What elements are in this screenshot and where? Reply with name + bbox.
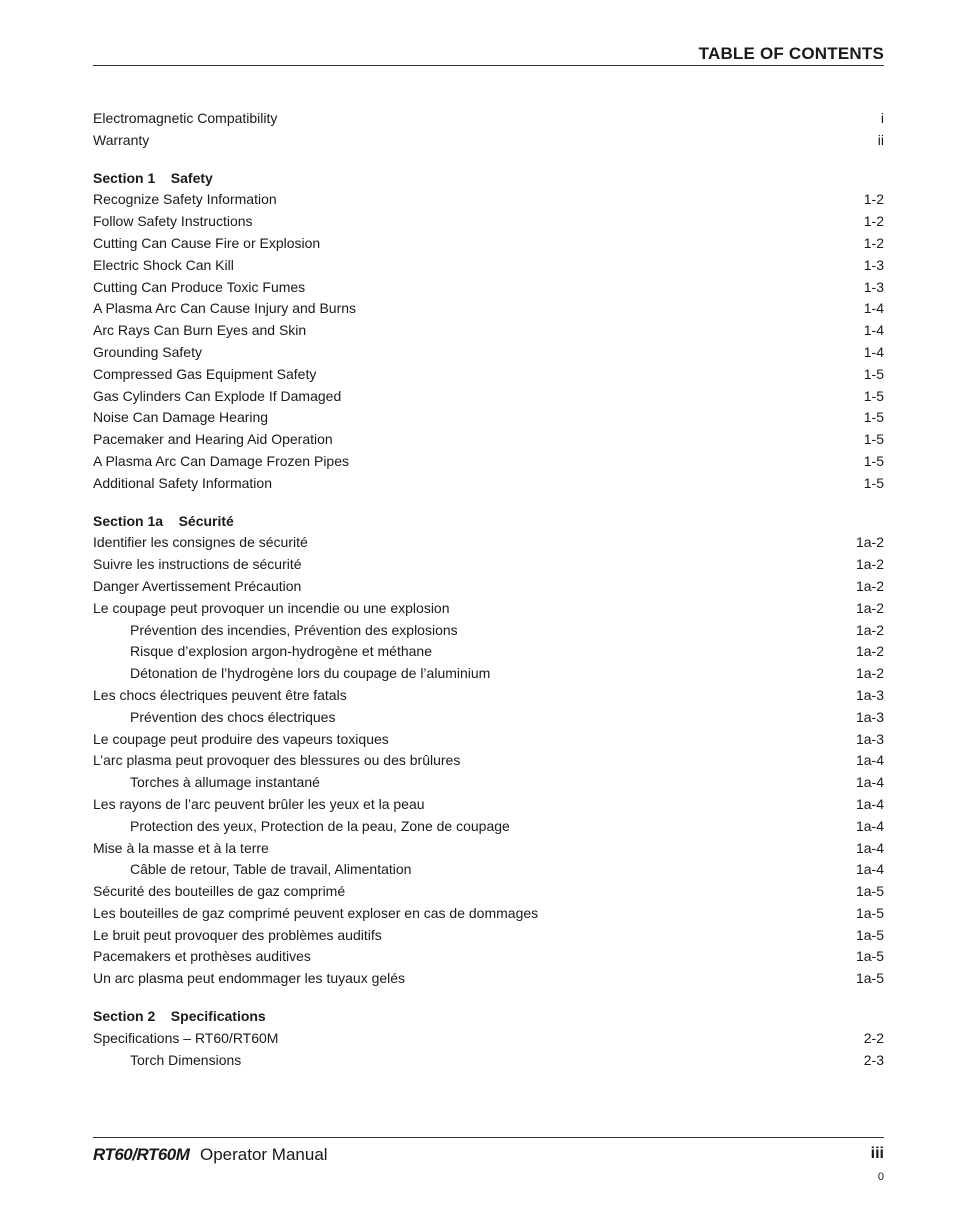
toc-entry-label: Recognize Safety Information xyxy=(93,191,277,208)
footer-page-number: iii xyxy=(870,1145,884,1162)
toc-entry-label: Risque d’explosion argon-hydrogène et méthane xyxy=(130,643,432,660)
toc-entry-page: 1-5 xyxy=(863,409,884,426)
toc-entry[interactable] xyxy=(93,211,884,233)
toc-entry-label: A Plasma Arc Can Damage Frozen Pipes xyxy=(93,452,350,469)
toc-entry[interactable] xyxy=(93,598,884,620)
toc-entry-page: 1-4 xyxy=(863,322,884,339)
toc-entry[interactable] xyxy=(93,794,884,816)
toc-entry-label: Gas Cylinders Can Explode If Damaged xyxy=(93,387,342,404)
toc-entry-page: 1a-4 xyxy=(855,774,884,791)
toc-entry-page: 1a-2 xyxy=(855,665,884,682)
toc-entry[interactable] xyxy=(93,1028,884,1050)
toc-entry-page: 1-4 xyxy=(863,343,884,360)
toc-entry[interactable] xyxy=(93,364,884,386)
toc-entry[interactable] xyxy=(93,729,884,751)
toc-entry-page: 1a-2 xyxy=(855,534,884,551)
toc-entry-label: L’arc plasma peut provoquer des blessures ou des brûlures xyxy=(93,752,461,769)
toc-entry[interactable] xyxy=(93,108,884,130)
toc-entry-label: Additional Safety Information xyxy=(93,474,272,491)
toc-entry[interactable] xyxy=(93,772,884,794)
toc-entry-label: Les bouteilles de gaz comprimé peuvent exploser en cas de dommages xyxy=(93,904,539,921)
toc-entry-label: Pacemakers et prothèses auditives xyxy=(93,948,311,965)
toc-entry[interactable] xyxy=(93,277,884,299)
toc-entry[interactable] xyxy=(93,386,884,408)
toc-entry-page: 1a-3 xyxy=(855,708,884,725)
toc-entry-page: 1a-5 xyxy=(855,883,884,900)
toc-entry[interactable] xyxy=(93,641,884,663)
toc-entry[interactable] xyxy=(93,320,884,342)
toc-entry-label: Follow Safety Instructions xyxy=(93,213,253,230)
toc-entry[interactable] xyxy=(93,925,884,947)
toc-entry-label: Cutting Can Cause Fire or Explosion xyxy=(93,234,321,251)
toc-entry[interactable] xyxy=(93,663,884,685)
toc-entry-page: 1a-3 xyxy=(855,686,884,703)
toc-entry[interactable] xyxy=(93,554,884,576)
toc-entry-label: Mise à la masse et à la terre xyxy=(93,839,269,856)
toc-entry[interactable] xyxy=(93,298,884,320)
toc-entry[interactable] xyxy=(93,233,884,255)
toc-entry-page: 1-5 xyxy=(863,452,884,469)
toc-entry-page: 2-2 xyxy=(863,1029,884,1046)
toc-entry-page: 1-4 xyxy=(863,300,884,317)
toc-entry[interactable] xyxy=(93,342,884,364)
toc-entry[interactable] xyxy=(93,407,884,429)
toc-entry-label: Danger Avertissement Précaution xyxy=(93,577,302,594)
toc-entry-label: Prévention des chocs électriques xyxy=(130,708,336,725)
toc-entry-page: 1a-3 xyxy=(855,730,884,747)
section-heading: Section 1 Safety xyxy=(93,169,213,186)
toc-entry-page: 1-2 xyxy=(863,213,884,230)
toc-entry[interactable] xyxy=(93,620,884,642)
toc-entry-page: 1-2 xyxy=(863,191,884,208)
toc-entry-page: 1a-5 xyxy=(855,948,884,965)
toc-entry-label: Compressed Gas Equipment Safety xyxy=(93,365,317,382)
toc-entry-label: Les chocs électriques peuvent être fatals xyxy=(93,686,347,703)
toc-entry[interactable] xyxy=(93,903,884,925)
toc-entry-page: 1a-4 xyxy=(855,795,884,812)
toc-entry-page: ii xyxy=(877,131,884,148)
toc-entry[interactable] xyxy=(93,189,884,211)
toc-entry-page: 1-3 xyxy=(863,256,884,273)
toc-entry[interactable] xyxy=(93,859,884,881)
toc-entry-page: 1-3 xyxy=(863,278,884,295)
toc-entry-label: Câble de retour, Table de travail, Alimentation xyxy=(130,861,412,878)
section-heading: Section 1a Sécurité xyxy=(93,512,234,529)
toc-entry[interactable] xyxy=(93,750,884,772)
toc-entry-page: 1a-2 xyxy=(855,599,884,616)
toc-entry[interactable] xyxy=(93,576,884,598)
toc-entry-page: 1-5 xyxy=(863,387,884,404)
toc-entry-page: 1a-4 xyxy=(855,839,884,856)
toc-entry[interactable] xyxy=(93,451,884,473)
toc-entry-label: Warranty xyxy=(93,131,150,148)
table-of-contents xyxy=(93,108,884,1071)
toc-entry-page: 1a-2 xyxy=(855,643,884,660)
toc-entry-label: Le coupage peut produire des vapeurs toxiques xyxy=(93,730,389,747)
toc-entry[interactable] xyxy=(93,816,884,838)
toc-entry-page: i xyxy=(880,110,884,126)
toc-entry-label: Torches à allumage instantané xyxy=(130,774,320,791)
toc-entry[interactable] xyxy=(93,881,884,903)
toc-entry-label: Cutting Can Produce Toxic Fumes xyxy=(93,278,306,295)
toc-entry-label: Protection des yeux, Protection de la peau, Zone de coupage xyxy=(130,817,510,834)
toc-entry[interactable] xyxy=(93,685,884,707)
toc-entry[interactable] xyxy=(93,1050,884,1072)
toc-entry-page: 1a-5 xyxy=(855,904,884,921)
toc-entry-label: Les rayons de l’arc peuvent brûler les yeux et la peau xyxy=(93,795,425,812)
footer-model: RT60/RT60M xyxy=(93,1145,190,1164)
page-header xyxy=(93,44,884,66)
toc-entry-label: Specifications – RT60/RT60M xyxy=(93,1029,279,1046)
page-footer xyxy=(93,1137,884,1183)
page-title: TABLE OF CONTENTS xyxy=(698,44,884,63)
toc-entry-page: 2-3 xyxy=(863,1051,884,1068)
footer-manual-title: Operator Manual xyxy=(200,1145,328,1164)
toc-entry[interactable] xyxy=(93,429,884,451)
toc-entry-label: Noise Can Damage Hearing xyxy=(93,409,269,426)
toc-entry-label: Prévention des incendies, Prévention des explosions xyxy=(130,621,458,638)
toc-entry-label: A Plasma Arc Can Cause Injury and Burns xyxy=(93,300,357,317)
toc-entry-label: Electromagnetic Compatibility xyxy=(93,110,278,126)
toc-entry[interactable] xyxy=(93,946,884,968)
toc-entry-label: Electric Shock Can Kill xyxy=(93,256,234,273)
toc-entry-label: Arc Rays Can Burn Eyes and Skin xyxy=(93,322,307,339)
toc-entry-page: 1a-2 xyxy=(855,556,884,573)
footer-code: 0 xyxy=(877,1171,884,1183)
toc-entry-page: 1a-5 xyxy=(855,970,884,987)
toc-entry-page: 1a-4 xyxy=(855,861,884,878)
toc-entry[interactable] xyxy=(93,130,884,152)
toc-entry-label: Sécurité des bouteilles de gaz comprimé xyxy=(93,883,346,900)
toc-entry-page: 1-5 xyxy=(863,431,884,448)
toc-entry-page: 1-5 xyxy=(863,365,884,382)
toc-entry-label: Détonation de l’hydrogène lors du coupage de l’aluminium xyxy=(130,665,491,682)
toc-entry[interactable] xyxy=(93,255,884,277)
toc-entry-page: 1-5 xyxy=(863,474,884,491)
toc-entry-label: Torch Dimensions xyxy=(130,1051,242,1068)
toc-entry-page: 1a-4 xyxy=(855,817,884,834)
toc-entry-label: Un arc plasma peut endommager les tuyaux gelés xyxy=(93,970,406,987)
toc-entry-label: Suivre les instructions de sécurité xyxy=(93,556,302,573)
toc-entry[interactable] xyxy=(93,532,884,554)
toc-entry-label: Le coupage peut provoquer un incendie ou une explosion xyxy=(93,599,450,616)
section-heading: Section 2 Specifications xyxy=(93,1008,266,1025)
toc-entry-page: 1a-5 xyxy=(855,926,884,943)
toc-entry-label: Grounding Safety xyxy=(93,343,202,360)
toc-entry-label: Identifier les consignes de sécurité xyxy=(93,534,308,551)
toc-entry-page: 1a-4 xyxy=(855,752,884,769)
toc-entry-label: Pacemaker and Hearing Aid Operation xyxy=(93,431,333,448)
toc-entry[interactable] xyxy=(93,968,884,990)
toc-entry-label: Le bruit peut provoquer des problèmes auditifs xyxy=(93,926,382,943)
toc-entry-page: 1-2 xyxy=(863,234,884,251)
toc-entry-page: 1a-2 xyxy=(855,577,884,594)
toc-entry[interactable] xyxy=(93,707,884,729)
toc-entry-page: 1a-2 xyxy=(855,621,884,638)
toc-entry[interactable] xyxy=(93,473,884,495)
toc-entry[interactable] xyxy=(93,838,884,860)
